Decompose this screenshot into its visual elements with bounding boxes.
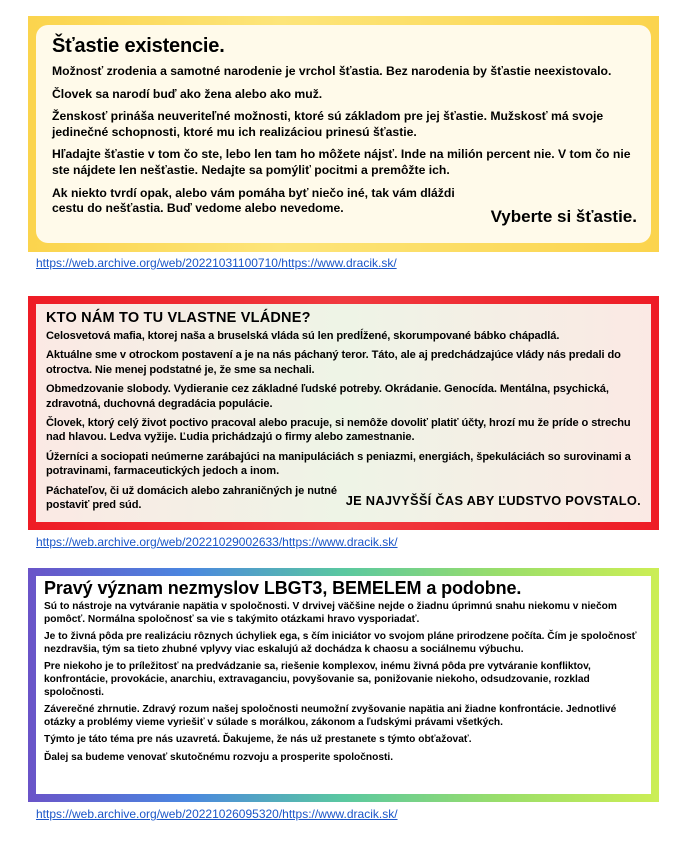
archive-link-1[interactable]: https://web.archive.org/web/20221031100710/https://www.dracik.sk/	[36, 256, 397, 270]
banner-happiness-tagline: Vyberte si šťastie.	[490, 207, 637, 226]
banner-lbgt3-title: Pravý význam nezmyslov LBGT3, BEMELEM a podobne.	[44, 578, 522, 598]
banner-who-rules-last-paragraph: Páchateľov, či už domácich alebo zahraničných je nutné postaviť pred súd.	[46, 484, 337, 512]
archive-link-2[interactable]: https://web.archive.org/web/20221029002633/https://www.dracik.sk/	[36, 535, 398, 549]
banner-lbgt3-paragraph: Sú to nástroje na vytváranie napätia v spoločnosti. V drvivej väčšine nejde o žiadnu úprimnú snahu niekomu v niečom pomôcť. Normálna spoločnosť sa vie s takýmito otázkami hravo vysporiadať.	[44, 601, 617, 625]
banner-lbgt3-paragraph: Ďalej sa budeme venovať skutočnému rozvoju a prosperite spoločnosti.	[44, 751, 394, 763]
banner-lbgt3	[28, 568, 659, 802]
banner-happiness-last-paragraph: Ak niekto tvrdí opak, alebo vám pomáha byť niečo iné, tak vám dláždi cestu do nešťastia. Buď vedome alebo nevedome.	[52, 185, 455, 216]
banner-who-rules-paragraph: Aktuálne sme v otrockom postavení a je na nás páchaný teror. Táto, ale aj predchádzajúce vlády nás predali do otroctva. Nie menej podstatné je, že sme sa nechali.	[46, 349, 621, 376]
banner-who-rules-paragraph: Obmedzovanie slobody. Vydieranie cez základné ľudské potreby. Okrádanie. Genocída. Mentálna, psychická, zdravotná, duchovná degradácia populácie.	[46, 383, 609, 410]
banner-who-rules-title: KTO NÁM TO TU VLASTNE VLÁDNE?	[46, 310, 311, 326]
banner-happiness-paragraph: Hľadajte šťastie v tom čo ste, lebo len tam ho môžete nájsť. Inde na milión percent nie. V tom čo nie ste nájdete len nešťastie. Nedajte sa pomýliť pocitmi a premôžte ich.	[52, 147, 631, 177]
banner-lbgt3-paragraph: Záverečné zhrnutie. Zdravý rozum našej spoločnosti neumožní zvyšovanie napätia ani žiadne konfrontácie. Jednotlivé otázky a problémy vieme vyriešiť v súlade s morálkou, zákonom a ľudskými právami všetkých.	[44, 704, 617, 728]
banner-lbgt3-paragraph: Pre niekoho je to príležitosť na predvádzanie sa, riešenie komplexov, inému živná pôda pre vytváranie konfliktov, konfrontácie, provokácie, anarchiu, extravaganciu, povyšovanie sa, ponižovanie niekoho, odsudzovanie, rozklad spoločnosti.	[44, 661, 591, 698]
banner-who-rules-paragraph: Úžerníci a sociopati neúmerne zarábajúci na manipuláciách s peniazmi, energiách, špekuláciách so surovinami a potravinami, farmaceutických jedoch a inom.	[46, 450, 631, 478]
banner-who-rules-paragraph: Človek, ktorý celý život poctivo pracoval alebo pracuje, si nemôže dovoliť platiť účty, hrozí mu že príde o strechu nad hlavou. Ledva vyžije. Ľudia prichádzajú o firmy alebo zamestnanie.	[46, 417, 631, 444]
banner-who-rules-paragraph: Celosvetová mafia, ktorej naša a bruselská vláda sú len predĺžené, skorumpované bábko chápadlá.	[46, 330, 560, 342]
banner-lbgt3-paragraph: Je to živná pôda pre realizáciu rôznych úchyliek ega, s čím iniciátor vo svojom pláne prirodzene počíta. Čím je spoločnosť nezdravšia, tým sa tieto zhubné vplyvy viac eskalujú až dochádza k chaosu a sociálnemu výbuchu.	[44, 631, 637, 655]
banner-happiness-paragraph: Človek sa narodí buď ako žena alebo ako muž.	[52, 86, 323, 101]
banner-lbgt3-panel	[36, 576, 651, 794]
banner-happiness	[28, 16, 659, 252]
archive-link-3[interactable]: https://web.archive.org/web/20221026095320/https://www.dracik.sk/	[36, 807, 398, 821]
banner-happiness-panel	[36, 25, 651, 243]
banner-who-rules-tagline: JE NAJVYŠŠÍ ČAS ABY ĽUDSTVO POVSTALO.	[345, 493, 641, 508]
banner-happiness-paragraph: Možnosť zrodenia a samotné narodenie je vrchol šťastia. Bez narodenia by šťastie neexistovalo.	[52, 64, 612, 78]
banner-happiness-paragraph: Ženskosť prináša neuveriteľné možnosti, ktoré sú základom pre jej šťastie. Mužskosť má svoje jedinečné schopnosti, ktoré mu ich realizáciou prinesú šťastie.	[52, 109, 604, 139]
banner-happiness-title: Šťastie existencie.	[52, 35, 225, 57]
banner-who-rules	[28, 296, 659, 530]
banner-who-rules-panel	[36, 304, 651, 522]
banner-lbgt3-paragraph: Týmto je táto téma pre nás uzavretá. Ďakujeme, že nás už prestanete s týmto obťažovať.	[44, 734, 472, 746]
